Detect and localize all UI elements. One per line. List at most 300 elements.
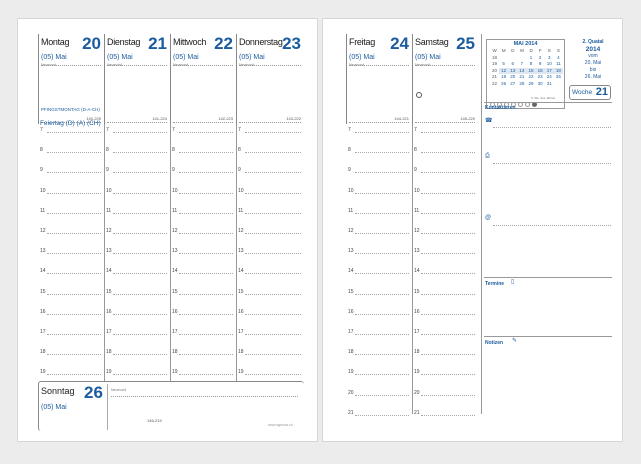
- day-name: Mittwoch: [173, 37, 207, 47]
- day-number: 26: [84, 383, 103, 402]
- hour-label: 18: [414, 349, 420, 356]
- column-divider: [170, 124, 171, 414]
- day-number: 20: [82, 34, 101, 53]
- hour-line[interactable]: [245, 334, 301, 336]
- day-name: Freitag: [349, 37, 375, 47]
- calendar-day[interactable]: 2: [538, 54, 542, 60]
- hour-label: 14: [40, 268, 46, 275]
- hour-label: 20: [348, 389, 354, 396]
- hour-line[interactable]: [355, 273, 409, 275]
- hour-line[interactable]: [113, 213, 167, 215]
- calendar-day[interactable]: 13: [508, 68, 517, 75]
- hour-label: 18: [40, 349, 46, 356]
- divider: [107, 122, 167, 123]
- section-kontakt: Kontaktieren: [485, 105, 516, 111]
- hour-label: 16: [40, 308, 46, 315]
- hour-line[interactable]: [179, 233, 233, 235]
- moon-note: Neumond: [41, 63, 57, 67]
- calendar-day[interactable]: 19: [501, 74, 507, 80]
- hour-label: 10: [172, 187, 178, 194]
- hour-line[interactable]: [47, 213, 101, 215]
- hour-label: 16: [414, 308, 420, 315]
- day-header[interactable]: [236, 34, 304, 124]
- section-notizen: Notizen: [485, 340, 504, 346]
- calendar-note: 5. Wo. des Jahres: [531, 96, 556, 100]
- hour-line[interactable]: [47, 152, 101, 154]
- day-month: (05) Mai: [415, 54, 441, 61]
- hour-label: 9: [414, 167, 417, 174]
- hour-line[interactable]: [421, 132, 475, 134]
- hour-label: 7: [414, 127, 417, 133]
- hour-line[interactable]: [355, 213, 409, 215]
- calendar-day[interactable]: 16: [536, 68, 545, 75]
- section-divider: [484, 102, 612, 103]
- moon-note: Neumond: [239, 63, 255, 67]
- hour-line[interactable]: [179, 294, 233, 296]
- hour-line[interactable]: [421, 193, 475, 195]
- hour-label: 15: [238, 288, 244, 295]
- hour-label: 11: [106, 207, 112, 214]
- hour-label: 18: [106, 349, 112, 356]
- document-icon: ▯: [511, 279, 515, 285]
- moon-note: Neumond: [349, 63, 365, 67]
- hour-label: 9: [238, 167, 241, 174]
- section-termine: Termine: [485, 281, 505, 287]
- calendar-title: MAI 2014: [513, 41, 538, 47]
- hour-line[interactable]: [421, 273, 475, 275]
- calendar-day[interactable]: 7: [520, 61, 524, 67]
- hour-label: 18: [348, 349, 354, 356]
- calendar-day[interactable]: 14: [517, 68, 526, 75]
- calendar-day[interactable]: 26: [501, 80, 507, 86]
- hour-line[interactable]: [245, 132, 301, 134]
- hour-line[interactable]: [421, 152, 475, 154]
- fax-icon: ⎙: [485, 153, 490, 159]
- hour-line[interactable]: [355, 294, 409, 296]
- day-header[interactable]: [412, 34, 478, 124]
- moon-phase-icon: [416, 92, 422, 98]
- day-code: 144-221: [394, 116, 409, 121]
- hour-label: 16: [348, 308, 354, 315]
- hour-line[interactable]: [245, 193, 301, 195]
- hour-line[interactable]: [355, 374, 409, 376]
- hour-line[interactable]: [113, 253, 167, 255]
- hour-line[interactable]: [113, 273, 167, 275]
- calendar-day[interactable]: [554, 81, 563, 88]
- divider: [173, 122, 233, 123]
- hour-label: 12: [238, 228, 244, 234]
- hour-line[interactable]: [355, 193, 409, 195]
- hour-label: 9: [40, 167, 43, 174]
- hour-line[interactable]: [113, 172, 167, 174]
- calendar-week-row: [490, 61, 563, 68]
- hour-line[interactable]: [355, 253, 409, 255]
- hour-label: 17: [40, 329, 46, 335]
- hour-label: 14: [106, 268, 112, 275]
- hour-line[interactable]: [421, 172, 475, 174]
- hour-line[interactable]: [355, 415, 409, 417]
- weekday-label: D: [511, 48, 515, 53]
- hour-line[interactable]: [421, 294, 475, 296]
- day-header[interactable]: [104, 34, 170, 124]
- mini-calendar: [486, 39, 565, 109]
- hour-label: 15: [414, 288, 420, 295]
- day-month: (05) Mai: [41, 404, 67, 411]
- week-number: 22: [492, 80, 498, 86]
- week-number: 20: [492, 67, 498, 73]
- calendar-day[interactable]: 20: [510, 74, 516, 80]
- hour-label: 15: [106, 288, 112, 295]
- hour-label: 13: [106, 248, 112, 255]
- hour-label: 18: [172, 349, 178, 356]
- hour-line[interactable]: [47, 172, 101, 174]
- week-box: [569, 85, 611, 100]
- hour-label: 17: [238, 329, 244, 335]
- week-number: 21: [492, 74, 498, 80]
- hour-label: 12: [106, 228, 112, 234]
- hour-line[interactable]: [47, 233, 101, 235]
- divider: [173, 65, 233, 66]
- hour-line[interactable]: [421, 233, 475, 235]
- quarter-line: 2. Quatal: [582, 39, 604, 45]
- weekday-label: M: [520, 48, 524, 53]
- hour-label: 14: [348, 268, 354, 275]
- calendar-day[interactable]: 17: [545, 68, 554, 75]
- hour-line[interactable]: [179, 213, 233, 215]
- calendar-grid: [490, 48, 563, 88]
- hour-label: 10: [348, 187, 354, 194]
- holiday-label: PFINGSTMONTAG (D-A-CH): [41, 107, 100, 112]
- hour-label: 8: [106, 147, 109, 154]
- hour-label: 10: [414, 187, 420, 194]
- calendar-day[interactable]: 15: [527, 68, 536, 75]
- hour-label: 13: [414, 248, 420, 255]
- hour-label: 13: [238, 248, 244, 255]
- day-month: (05) Mai: [41, 54, 67, 61]
- hour-line[interactable]: [179, 354, 233, 356]
- hour-line[interactable]: [47, 273, 101, 275]
- hour-line[interactable]: [113, 314, 167, 316]
- day-header[interactable]: [170, 34, 236, 124]
- hour-line[interactable]: [47, 253, 101, 255]
- hour-label: 16: [172, 308, 178, 315]
- calendar-head-row: [490, 48, 563, 55]
- day-code: 141-224: [152, 116, 167, 121]
- calendar-day[interactable]: 22: [528, 74, 534, 80]
- hour-label: 19: [414, 369, 420, 376]
- holiday-note: Feiertag (D) (A) (CH): [40, 120, 101, 127]
- calendar-day[interactable]: 12: [499, 68, 508, 75]
- hour-label: 11: [414, 207, 420, 214]
- calendar-day[interactable]: [499, 55, 508, 62]
- hour-line[interactable]: [113, 132, 167, 134]
- day-code: 145-220: [460, 116, 475, 121]
- hour-line[interactable]: [179, 334, 233, 336]
- hour-label: 17: [106, 329, 112, 335]
- hour-line[interactable]: [355, 354, 409, 356]
- day-name: Sonntag: [41, 386, 75, 396]
- hour-label: 8: [40, 147, 43, 154]
- hour-label: 19: [106, 369, 112, 376]
- hour-label: 13: [348, 248, 354, 255]
- hour-label: 21: [348, 409, 354, 416]
- calendar-week-row: [490, 74, 563, 81]
- moon-note: Neumond: [173, 63, 189, 67]
- weekday-label: S: [556, 48, 560, 53]
- hour-label: 8: [348, 147, 351, 154]
- day-month: (05) Mai: [107, 54, 133, 61]
- hour-label: 14: [172, 268, 178, 275]
- hour-label: 7: [106, 127, 109, 133]
- hour-label: 9: [106, 167, 109, 174]
- hour-label: 7: [172, 127, 175, 133]
- calendar-week-row: [490, 81, 563, 88]
- hour-label: 15: [40, 288, 46, 295]
- calendar-day[interactable]: 5: [502, 61, 505, 67]
- hour-line[interactable]: [47, 132, 101, 134]
- quarter-line: 26. Mai: [584, 74, 602, 80]
- hour-line[interactable]: [245, 294, 301, 296]
- hour-label: 10: [238, 187, 244, 194]
- phone-icon: ☎: [485, 118, 493, 124]
- left-page: [17, 18, 318, 442]
- weekday-label: F: [538, 48, 542, 53]
- quarter-line: 20. Mai: [584, 60, 602, 66]
- right-page: [322, 18, 623, 442]
- week-number: 21: [595, 86, 608, 98]
- hour-label: 19: [172, 369, 178, 376]
- hour-line[interactable]: [421, 314, 475, 316]
- divider: [111, 396, 298, 397]
- sunday-box[interactable]: [38, 381, 304, 431]
- publisher-url: www.agenda.ch: [268, 423, 293, 427]
- hour-line[interactable]: [355, 132, 409, 134]
- hour-label: 12: [414, 228, 420, 234]
- hour-line[interactable]: [113, 233, 167, 235]
- calendar-day[interactable]: 4: [557, 54, 560, 60]
- hour-line[interactable]: [245, 253, 301, 255]
- calendar-day[interactable]: [517, 55, 526, 62]
- day-month: (05) Mai: [349, 54, 375, 61]
- calendar-day[interactable]: [508, 55, 517, 62]
- sunday-subdivider: [107, 384, 108, 430]
- divider: [239, 65, 301, 66]
- hour-label: 14: [238, 268, 244, 275]
- calendar-day[interactable]: 9: [538, 61, 542, 67]
- day-code: 142-223: [218, 116, 233, 121]
- moon-note: Neumond: [107, 63, 123, 67]
- day-month: (05) Mai: [173, 54, 199, 61]
- hour-label: 16: [238, 308, 244, 315]
- hour-line[interactable]: [47, 334, 101, 336]
- hour-line[interactable]: [47, 314, 101, 316]
- hour-label: 20: [414, 389, 420, 396]
- divider: [415, 122, 475, 123]
- hour-line[interactable]: [47, 193, 101, 195]
- hour-line[interactable]: [421, 395, 475, 397]
- hour-line[interactable]: [355, 172, 409, 174]
- calendar-day[interactable]: 24: [546, 74, 552, 80]
- hour-line[interactable]: [245, 374, 301, 376]
- hour-label: 8: [238, 147, 241, 154]
- hour-line[interactable]: [355, 395, 409, 397]
- day-name: Dienstag: [107, 37, 141, 47]
- hour-line[interactable]: [245, 314, 301, 316]
- hour-line[interactable]: [179, 314, 233, 316]
- day-number: 23: [282, 34, 301, 53]
- hour-label: 12: [348, 228, 354, 234]
- weekday-label: W: [492, 48, 497, 53]
- hour-line[interactable]: [47, 374, 101, 376]
- calendar-day[interactable]: 23: [537, 74, 543, 80]
- hour-label: 13: [172, 248, 178, 255]
- hour-label: 15: [172, 288, 178, 295]
- day-number: 21: [148, 34, 167, 53]
- hour-label: 19: [40, 369, 46, 376]
- calendar-day[interactable]: 10: [546, 61, 552, 67]
- calendar-day[interactable]: 8: [529, 61, 533, 67]
- divider: [41, 65, 101, 66]
- calendar-day[interactable]: 25: [555, 74, 561, 80]
- hour-line[interactable]: [179, 152, 233, 154]
- day-name: Montag: [41, 37, 70, 47]
- hour-label: 9: [172, 167, 175, 174]
- hour-line[interactable]: [355, 314, 409, 316]
- hour-label: 8: [414, 147, 417, 154]
- pen-icon: ✎: [512, 338, 518, 344]
- hour-line[interactable]: [113, 294, 167, 296]
- week-label: Woche: [572, 89, 593, 96]
- hour-line[interactable]: [113, 374, 167, 376]
- hour-label: 13: [40, 248, 46, 255]
- section-divider: [484, 277, 612, 278]
- calendar-day[interactable]: 18: [554, 68, 563, 75]
- weekday-label: S: [547, 48, 551, 53]
- hour-line[interactable]: [355, 152, 409, 154]
- column-divider: [104, 124, 105, 414]
- hour-line[interactable]: [179, 273, 233, 275]
- hour-line[interactable]: [355, 233, 409, 235]
- column-divider: [412, 124, 413, 414]
- day-number: 25: [456, 34, 475, 53]
- week-number: 19: [492, 61, 498, 67]
- hour-label: 14: [414, 268, 420, 275]
- hour-label: 11: [238, 207, 244, 214]
- calendar-day[interactable]: 29: [528, 80, 534, 86]
- week-number: 18: [492, 54, 498, 60]
- hour-label: 16: [106, 308, 112, 315]
- hour-label: 18: [238, 349, 244, 356]
- quarter-line: vom: [588, 53, 598, 59]
- hour-line[interactable]: [113, 193, 167, 195]
- hour-line[interactable]: [421, 415, 475, 417]
- moon-note: Neumond: [415, 63, 431, 67]
- day-number: 24: [390, 34, 409, 53]
- divider: [415, 65, 475, 66]
- hour-label: 17: [348, 329, 354, 335]
- calendar-day[interactable]: 11: [556, 61, 561, 67]
- hour-line[interactable]: [245, 354, 301, 356]
- day-number: 22: [214, 34, 233, 53]
- hour-line[interactable]: [179, 253, 233, 255]
- calendar-day[interactable]: 30: [537, 80, 543, 86]
- hour-label: 12: [172, 228, 178, 234]
- hour-label: 19: [238, 369, 244, 376]
- weekday-label: D: [529, 48, 533, 53]
- day-header[interactable]: [346, 34, 412, 124]
- hour-line[interactable]: [179, 132, 233, 134]
- hour-line[interactable]: [245, 152, 301, 154]
- hour-line[interactable]: [355, 334, 409, 336]
- hour-label: 7: [40, 127, 43, 133]
- divider: [349, 65, 409, 66]
- hour-line[interactable]: [113, 152, 167, 154]
- hour-line[interactable]: [47, 294, 101, 296]
- hour-line[interactable]: [179, 172, 233, 174]
- section-divider: [484, 336, 612, 337]
- hour-line[interactable]: [113, 354, 167, 356]
- hour-label: 21: [414, 409, 420, 416]
- hour-line[interactable]: [113, 334, 167, 336]
- quarter-line: 2014: [585, 46, 601, 53]
- contact-line[interactable]: [493, 225, 611, 227]
- hour-label: 19: [348, 369, 354, 376]
- hour-line[interactable]: [421, 374, 475, 376]
- calendar-day[interactable]: 3: [548, 54, 551, 60]
- hour-line[interactable]: [47, 354, 101, 356]
- hour-label: 7: [238, 127, 241, 133]
- contact-line[interactable]: [493, 127, 611, 129]
- hour-line[interactable]: [421, 334, 475, 336]
- calendar-day[interactable]: 31: [546, 80, 552, 86]
- calendar-week-row: [490, 55, 563, 62]
- calendar-day[interactable]: 1: [529, 54, 533, 60]
- calendar-day[interactable]: 27: [510, 80, 516, 86]
- day-name: Samstag: [415, 37, 449, 47]
- quarter-line: bis: [589, 67, 597, 73]
- calendar-week-row: [490, 68, 563, 75]
- hour-label: 17: [414, 329, 420, 335]
- hour-line[interactable]: [421, 354, 475, 356]
- hour-label: 10: [106, 187, 112, 194]
- day-header[interactable]: [38, 34, 104, 124]
- hour-label: 11: [172, 207, 178, 214]
- calendar-day[interactable]: 21: [519, 74, 525, 80]
- hour-line[interactable]: [179, 193, 233, 195]
- hour-line[interactable]: [245, 213, 301, 215]
- hour-line[interactable]: [179, 374, 233, 376]
- divider: [349, 122, 409, 123]
- calendar-day[interactable]: 6: [511, 61, 515, 67]
- day-month: (05) Mai: [239, 54, 265, 61]
- hour-line[interactable]: [245, 273, 301, 275]
- hour-line[interactable]: [421, 213, 475, 215]
- hour-line[interactable]: [245, 172, 301, 174]
- hour-label: 8: [172, 147, 175, 154]
- hour-line[interactable]: [421, 253, 475, 255]
- weekday-label: M: [501, 48, 506, 53]
- day-code: 140-225: [86, 116, 101, 121]
- hour-label: 10: [40, 187, 46, 194]
- email-icon: @: [485, 215, 492, 221]
- divider: [107, 65, 167, 66]
- hour-line[interactable]: [245, 233, 301, 235]
- hour-label: 9: [348, 167, 351, 174]
- hour-label: 12: [40, 228, 46, 234]
- day-code: 143-222: [286, 116, 301, 121]
- calendar-day[interactable]: 28: [519, 80, 525, 86]
- contact-line[interactable]: [493, 163, 611, 165]
